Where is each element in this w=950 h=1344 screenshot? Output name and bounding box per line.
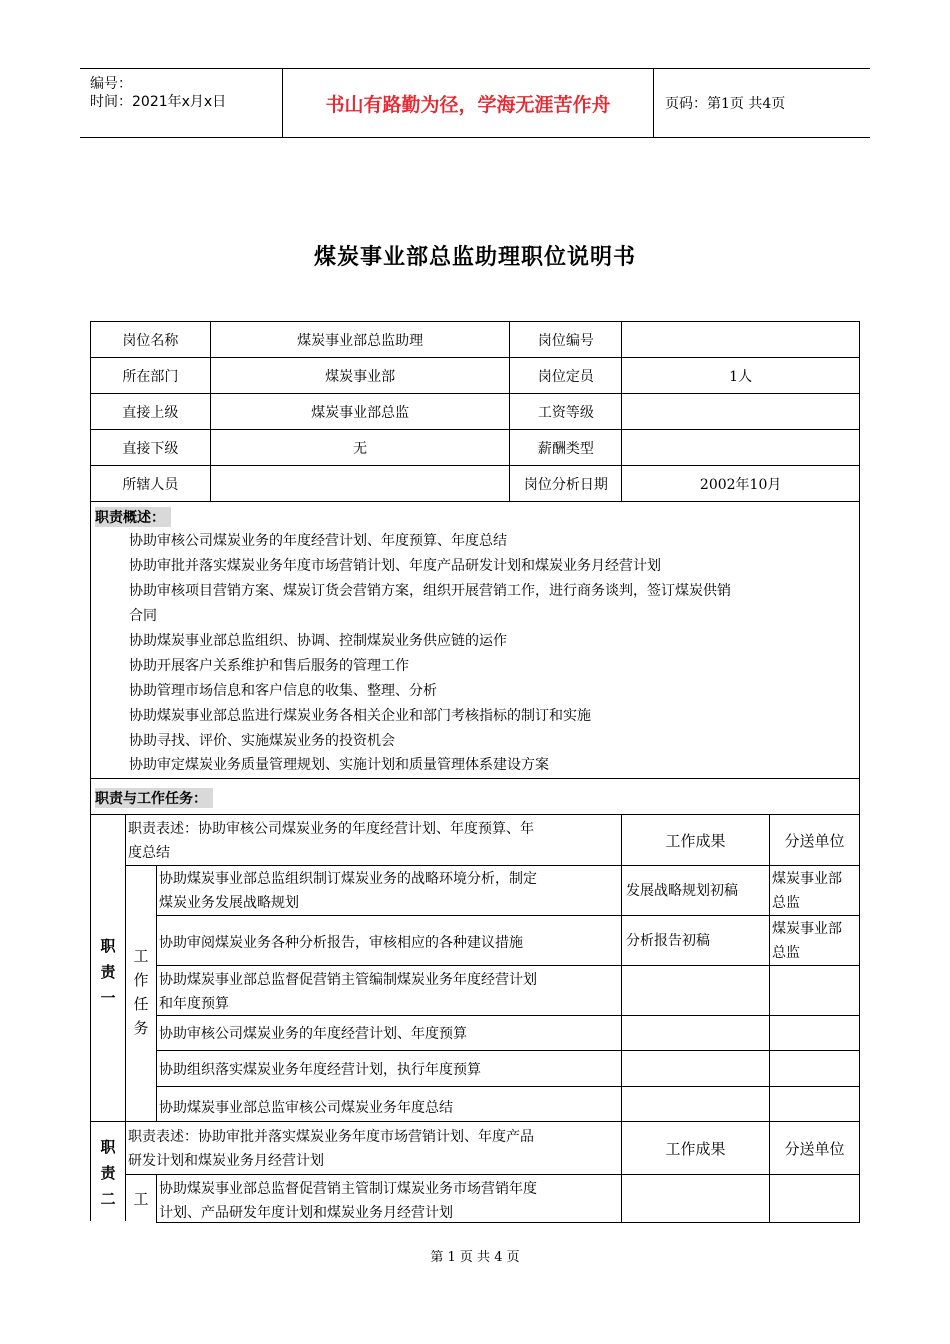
duty1-label-cell: [90, 814, 126, 1122]
task-dest-line1: 煤炭事业部: [772, 921, 842, 937]
task-text-line1: 协助煤炭事业部总监组织制订煤炭业务的战略环境分析，制定: [159, 871, 537, 887]
table-row: [91, 430, 860, 466]
motto: 书山有路勤为径，学海无涯苦作舟: [283, 69, 654, 137]
task-text-line1: 协助审阅煤炭业务各种分析报告，审核相应的各种建议措施: [159, 935, 523, 951]
info-value: 煤炭事业部: [210, 358, 510, 394]
duty1-desc-line1: 职责表述：协助审核公司煤炭业务的年度经营计划、年度预算、年: [128, 821, 534, 837]
task-dest-line2: 总监: [772, 945, 800, 961]
duties-heading: 职责与工作任务：: [95, 788, 213, 808]
summary-line: 协助煤炭事业部总监进行煤炭业务各相关企业和部门考核指标的制订和实施: [129, 708, 591, 724]
info-value: [622, 430, 860, 466]
page-label: 页码：第1页 共4页: [665, 96, 786, 112]
info-value: 1人: [622, 358, 860, 394]
info-key: 岗位分析日期: [510, 466, 622, 502]
info-table: [90, 321, 860, 502]
summary-line: 协助煤炭事业部总监组织、协调、控制煤炭业务供应链的运作: [129, 633, 507, 649]
page-header: [80, 68, 870, 138]
info-key: 所辖人员: [91, 466, 211, 502]
task-dest-cell: [769, 865, 860, 916]
summary-line: 合同: [129, 608, 157, 624]
duty1-result-header: 工作成果: [621, 814, 770, 866]
date-label: 时间：2021年x月x日: [90, 94, 227, 110]
task-dest-line2: 总监: [772, 895, 800, 911]
duty1-dest-header: 分送单位: [769, 814, 860, 866]
table-row: [91, 322, 860, 358]
task-row: [156, 1086, 622, 1122]
task-dest-cell: [769, 1050, 860, 1087]
duty2-task-char: 工: [133, 1190, 149, 1208]
summary-line: 协助审批并落实煤炭业务年度市场营销计划、年度产品研发计划和煤炭业务月经营计划: [129, 558, 661, 574]
number-label: 编号：: [90, 76, 132, 92]
table-row: [91, 358, 860, 394]
task-dest-cell: [769, 1086, 860, 1122]
duty1-desc-line2: 度总结: [128, 845, 170, 861]
task-dest-cell: [769, 915, 860, 966]
duty2-label-text: 职责二: [100, 1138, 116, 1208]
task-text-line2: 煤炭业务发展战略规划: [159, 895, 299, 911]
duty1-task-label-text: 工作任务: [133, 947, 149, 1037]
info-key: 岗位编号: [510, 322, 622, 358]
task-text-line1: 协助煤炭事业部总监督促营销主管制订煤炭业务市场营销年度: [159, 1181, 537, 1197]
summary-line: 协助管理市场信息和客户信息的收集、整理、分析: [129, 683, 437, 699]
summary-heading: 职责概述：: [95, 507, 171, 527]
duty2-label: [91, 1134, 125, 1212]
summary-line: 协助审定煤炭业务质量管理规划、实施计划和质量管理体系建设方案: [129, 757, 549, 773]
task-result-cell: [621, 865, 770, 916]
info-value: [622, 322, 860, 358]
duty1-label: [91, 933, 125, 1011]
summary-line: 协助审核公司煤炭业务的年度经营计划、年度预算、年度总结: [129, 533, 507, 549]
task-text-line2: 计划、产品研发年度计划和煤炭业务月经营计划: [159, 1205, 453, 1221]
duty2-result-header: 工作成果: [621, 1121, 770, 1175]
summary-line: 协助审核项目营销方案、煤炭订货会营销方案，组织开展营销工作，进行商务谈判，签订煤炭供销: [129, 583, 731, 599]
info-value: [622, 394, 860, 430]
duty1-task-label: [126, 944, 156, 1040]
task-row: [156, 1174, 622, 1223]
task-row: [156, 915, 622, 966]
duty2-dest-header: 分送单位: [769, 1121, 860, 1175]
info-key: 工资等级: [510, 394, 622, 430]
task-dest-cell: [769, 1174, 860, 1223]
info-value: 无: [210, 430, 510, 466]
task-text-line2: 和年度预算: [159, 996, 229, 1012]
task-text-line1: 协助煤炭事业部总监督促营销主管编制煤炭业务年度经营计划: [159, 972, 537, 988]
duty2-desc-line2: 研发计划和煤炭业务月经营计划: [128, 1153, 324, 1169]
task-row: [156, 865, 622, 916]
summary-line: 协助寻找、评价、实施煤炭业务的投资机会: [129, 733, 395, 749]
task-result-cell: [621, 1086, 770, 1122]
task-row: [156, 1050, 622, 1087]
table-row: [91, 466, 860, 502]
info-value: 2002年10月: [622, 466, 860, 502]
duty1-desc-cell: [125, 814, 622, 866]
task-result-cell: [621, 1015, 770, 1051]
info-value: 煤炭事业部总监助理: [210, 322, 510, 358]
summary-section: [90, 501, 860, 779]
info-value: 煤炭事业部总监: [210, 394, 510, 430]
table-row: [91, 394, 860, 430]
task-result-cell: [621, 1174, 770, 1223]
task-row: [156, 965, 622, 1016]
summary-line: 协助开展客户关系维护和售后服务的管理工作: [129, 658, 409, 674]
duty2-desc-line1: 职责表述：协助审批并落实煤炭业务年度市场营销计划、年度产品: [128, 1129, 534, 1145]
info-key: 岗位定员: [510, 358, 622, 394]
task-result: 分析报告初稿: [626, 933, 710, 949]
task-dest-cell: [769, 965, 860, 1016]
info-key: 岗位名称: [91, 322, 211, 358]
info-key: 所在部门: [91, 358, 211, 394]
task-result-cell: [621, 965, 770, 1016]
task-dest-line1: 煤炭事业部: [772, 871, 842, 887]
task-row: [156, 1015, 622, 1051]
page-title: 煤炭事业部总监助理职位说明书: [313, 245, 636, 270]
duty2-label-cell: [90, 1121, 126, 1221]
task-result-cell: [621, 915, 770, 966]
info-key: 直接下级: [91, 430, 211, 466]
duty2-task-label-cell: [125, 1174, 157, 1221]
duty1-task-label-cell: [125, 865, 157, 1122]
header-meta: [80, 69, 283, 137]
task-text-line1: 协助组织落实煤炭业务年度经营计划，执行年度预算: [159, 1062, 481, 1078]
task-result-cell: [621, 1050, 770, 1087]
task-result: 发展战略规划初稿: [626, 883, 738, 899]
duty2-desc-cell: [125, 1121, 622, 1175]
page-footer: 第 1 页 共 4 页: [430, 1250, 520, 1265]
info-value: [210, 466, 510, 502]
info-key: 直接上级: [91, 394, 211, 430]
duties-heading-row: [90, 778, 860, 815]
info-key: 薪酬类型: [510, 430, 622, 466]
task-text-line1: 协助审核公司煤炭业务的年度经营计划、年度预算: [159, 1026, 467, 1042]
task-dest-cell: [769, 1015, 860, 1051]
task-text-line1: 协助煤炭事业部总监审核公司煤炭业务年度总结: [159, 1100, 453, 1116]
duty1-label-text: 职责一: [100, 937, 116, 1007]
